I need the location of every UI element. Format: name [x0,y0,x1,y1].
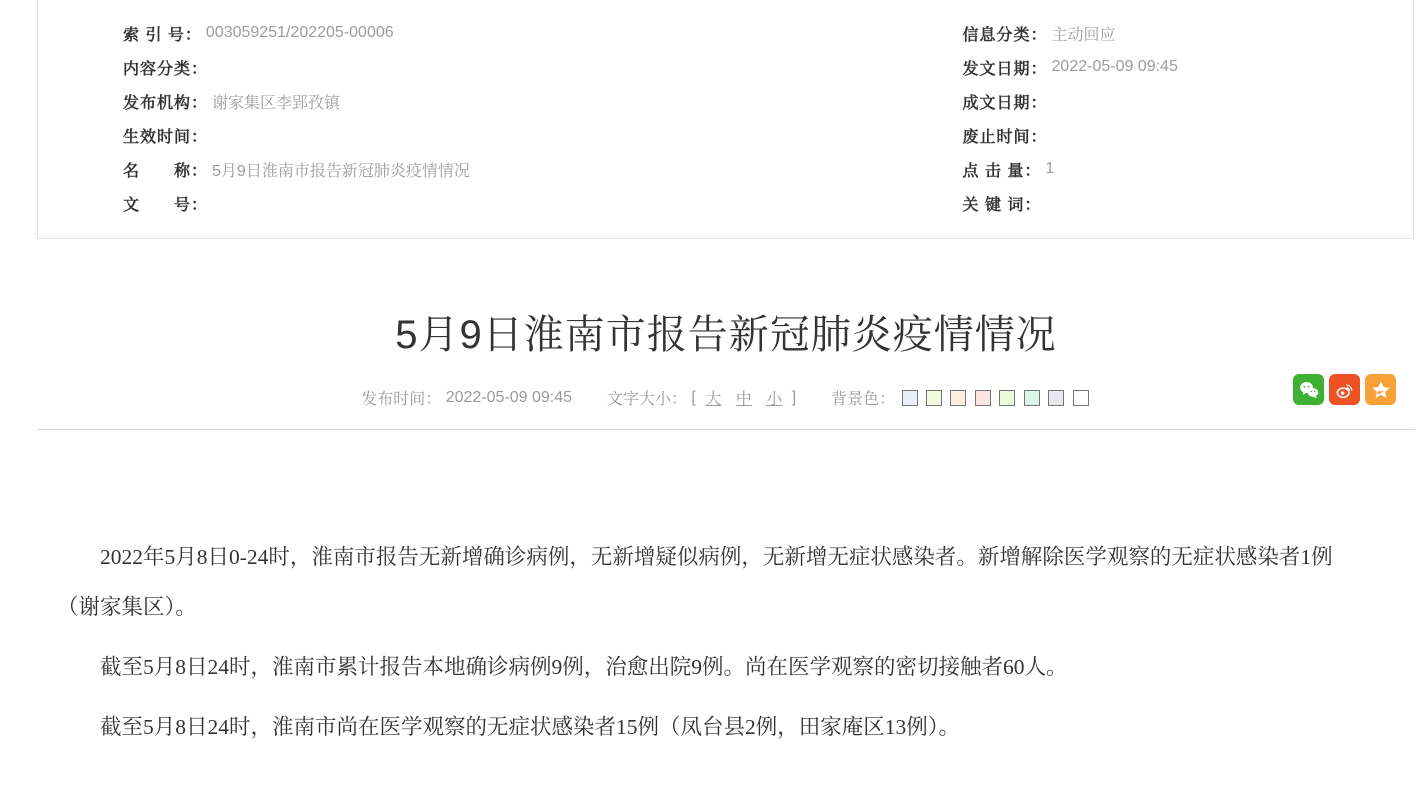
font-size-medium-button[interactable]: 中 [735,391,752,408]
meta-row-written-date [963,84,1414,118]
body-paragraph: 截至5月8日24时，淮南市尚在医学观察的无症状感染者15例（凤台县2例，田家庵区13例）。 [100,715,961,739]
meta-label: 点 击 量： [962,162,1042,180]
weibo-icon [1334,379,1356,401]
meta-row-index-number [123,16,726,50]
font-size-large-button[interactable]: 大 [705,391,722,408]
meta-label: 文 号： [123,196,209,214]
meta-label: 废止时间： [962,128,1048,146]
meta-label: 生效时间： [123,128,209,146]
meta-row-abolition-time [963,118,1414,152]
font-size-label: 文字大小： [606,391,687,408]
meta-label: 成文日期： [962,94,1048,112]
font-size-bracket-close: ] [791,388,797,406]
meta-row-name [123,152,726,186]
meta-row-doc-number [123,186,726,220]
meta-row-issue-date [963,50,1414,84]
article-info-bar [37,386,1415,410]
bg-color-swatch-2[interactable] [926,390,942,406]
share-wechat-button[interactable] [1293,374,1324,405]
meta-value: 2022-05-09 09:45 [1051,58,1178,75]
meta-value: 谢家集区李郢孜镇 [212,94,341,112]
meta-value: 1 [1045,160,1055,177]
meta-row-content-category [123,50,726,84]
meta-column-left [38,16,726,238]
meta-row-keywords [963,186,1414,220]
bg-color-label: 背景色： [831,391,896,408]
section-divider [37,429,1415,430]
bg-color-swatch-6[interactable] [1024,390,1040,406]
meta-row-effective-time [123,118,726,152]
meta-value: 5月9日淮南市报告新冠肺炎疫情情况 [212,162,470,180]
meta-label: 信息分类： [962,26,1048,44]
share-qzone-button[interactable] [1365,374,1396,405]
meta-label: 关 键 词： [962,196,1042,214]
bg-color-swatch-7[interactable] [1048,390,1064,406]
document-meta-box [37,0,1414,239]
meta-value: 主动回应 [1051,26,1116,44]
bg-color-swatch-8[interactable] [1073,390,1089,406]
meta-row-issuing-agency [123,84,726,118]
meta-value: 003059251/202205-00006 [205,24,394,41]
meta-label: 发文日期： [962,60,1048,78]
bg-color-swatch-4[interactable] [975,390,991,406]
meta-row-info-category [963,16,1414,50]
meta-label: 发布机构： [123,94,209,112]
article-body [57,532,1365,762]
meta-label: 名 称： [123,162,209,180]
bg-color-swatch-1[interactable] [902,390,918,406]
meta-label: 索 引 号： [123,26,202,44]
meta-label: 内容分类： [123,60,209,78]
bg-color-swatch-3[interactable] [950,390,966,406]
font-size-bracket-open: [ [691,388,696,406]
publish-time-value: 2022-05-09 09:45 [445,388,573,406]
publish-time-label: 发布时间： [361,391,442,408]
body-paragraph: 2022年5月8日0-24时，淮南市报告无新增确诊病例，无新增疑似病例，无新增无症状感染者。新增解除医学观察的无症状感染者1例（谢家集区）。 [57,545,1333,619]
meta-row-click-count [963,152,1414,186]
page-title: 5月9日淮南市报告新冠肺炎疫情情况 [395,312,1057,357]
meta-column-right [726,16,1414,238]
font-size-small-button[interactable]: 小 [766,391,783,408]
share-buttons [1293,374,1396,405]
share-weibo-button[interactable] [1329,374,1360,405]
bg-color-swatch-5[interactable] [999,390,1015,406]
wechat-icon [1298,379,1320,401]
body-paragraph: 截至5月8日24时，淮南市累计报告本地确诊病例9例，治愈出院9例。尚在医学观察的密切接触者60人。 [100,655,1068,679]
qzone-star-icon [1370,379,1392,401]
